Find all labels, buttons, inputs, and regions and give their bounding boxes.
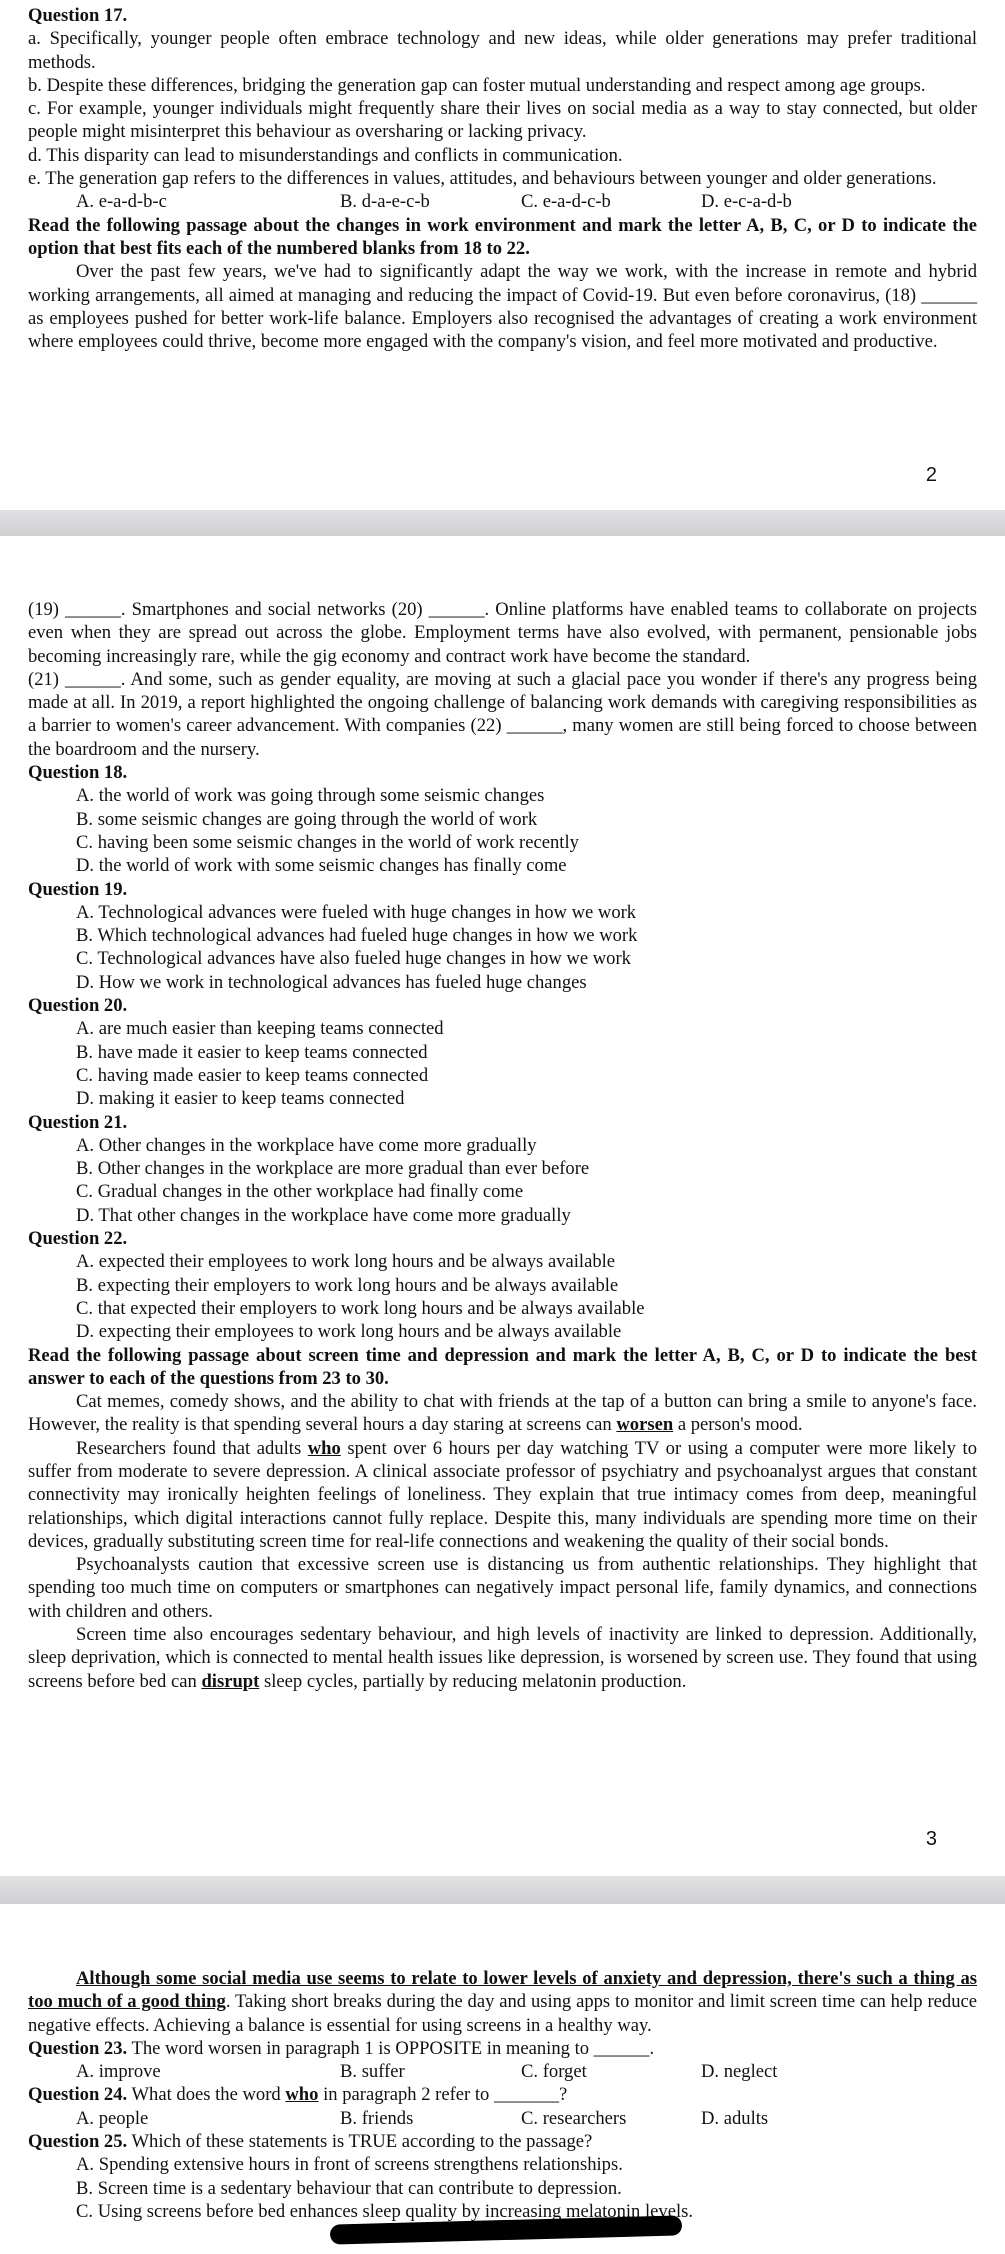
q21-option-b[interactable]: B. Other changes in the workplace are more gradual than ever before: [76, 1158, 590, 1180]
question-20-label: Question 20.: [28, 995, 128, 1017]
q17-option-d[interactable]: D. e-c-a-d-b: [701, 191, 792, 213]
para2-text-b: spent over 6 hours per day watching TV or using a computer were more likely to suffer from moderate to severe depression. A clinical associate professor of psychiatry and psychoanalyst argues that constant connectivity may ironically heighten feelings of loneliness. They explain that true intimacy comes from deep, meaningful relationships, which digital interactions cannot fully replace. Despite this, many individuals are spending more time on their devices, gradually substituting screen time for real-life connections and weakening the quality of their social bonds.: [28, 1437, 977, 1552]
question-24-text-b: in paragraph 2 refer to _______?: [318, 2084, 568, 2106]
screen-passage-para-4: [28, 1623, 977, 1693]
q20-option-b[interactable]: B. have made it easier to keep teams connected: [76, 1041, 428, 1063]
question-18-label: Question 18.: [28, 762, 128, 784]
q17-item-a: a. Specifically, younger people often embrace technology and new ideas, while older generations may prefer traditional methods.: [28, 28, 977, 73]
page-number-3: 3: [925, 1828, 937, 1850]
page-separator: [0, 1876, 1005, 1904]
underlined-sentence: Although some social media use seems to relate to lower levels of anxiety and depression, there's such a thing as too much of a good thing: [28, 1968, 977, 2013]
question-25-label: Question 25.: [28, 2131, 128, 2153]
q17-option-a[interactable]: A. e-a-d-b-c: [76, 191, 167, 213]
q17-item-b: b. Despite these differences, bridging the generation gap can foster mutual understanding and respect among age groups.: [28, 74, 926, 96]
para4-text-b: sleep cycles, partially by reducing melatonin production.: [259, 1670, 687, 1692]
q17-item-d: d. This disparity can lead to misunderstandings and conflicts in communication.: [28, 144, 623, 166]
q20-option-c[interactable]: C. having made easier to keep teams connected: [76, 1064, 429, 1086]
page-separator: [0, 510, 1005, 536]
q19-option-a[interactable]: A. Technological advances were fueled with huge changes in how we work: [76, 901, 637, 923]
passage-work-para-19-20: (19) ______. Smartphones and social networks (20) ______. Online platforms have enabled teams to collaborate on projects even when they are spread out across the globe. Employment terms have also evolved, with permanent, pensionable jobs becoming increasingly rare, while the gig economy and contract work have become the standard.: [28, 599, 977, 667]
question-24-word: who: [285, 2084, 319, 2106]
q20-option-a[interactable]: A. are much easier than keeping teams connected: [76, 1018, 444, 1040]
q24-option-a[interactable]: A. people: [76, 2107, 149, 2129]
passage-work-intro: Over the past few years, we've had to significantly adapt the way we work, with the increase in remote and hybrid working arrangements, all aimed at managing and reducing the impact of Covid-19. But even before coronavirus, (18) ______ as employees pushed for better work-life balance. Employers also recognised the advantages of creating a work environment where employees could thrive, become more engaged with the company's vision, and feel more motivated and productive.: [28, 261, 977, 353]
screen-passage-para-5: [28, 1967, 977, 2037]
question-23: [28, 2037, 977, 2060]
q17-options: [28, 190, 977, 213]
screen-passage-para-1: [28, 1390, 977, 1437]
question-23-label: Question 23.: [28, 2037, 128, 2059]
q17-option-c[interactable]: C. e-a-d-c-b: [521, 191, 611, 213]
q21-option-c[interactable]: C. Gradual changes in the other workplace had finally come: [76, 1181, 524, 1203]
q18-option-b[interactable]: B. some seismic changes are going through the world of work: [76, 808, 538, 830]
q17-item-e: e. The generation gap refers to the differences in values, attitudes, and behaviours between younger and older generations.: [28, 168, 937, 190]
q25-option-c[interactable]: C. Using screens before bed enhances sleep quality by increasing melatonin levels.: [76, 2200, 694, 2222]
page-3: [0, 536, 1005, 1876]
screen-passage-para-2: [28, 1437, 977, 1553]
screen-passage-para-3: Psychoanalysts caution that excessive screen use is distancing us from authentic relationships. They highlight that spending too much time on computers or smartphones can negatively impact personal life, family dynamics, and connections with children and others.: [28, 1554, 977, 1622]
q23-option-a[interactable]: A. improve: [76, 2061, 161, 2083]
q24-option-d[interactable]: D. adults: [701, 2107, 769, 2129]
q19-option-b[interactable]: B. Which technological advances had fueled huge changes in how we work: [76, 925, 638, 947]
q18-option-d[interactable]: D. the world of work with some seismic changes has finally come: [76, 855, 567, 877]
q22-option-d[interactable]: D. expecting their employees to work long hours and be always available: [76, 1321, 622, 1343]
page-2: [0, 0, 1005, 510]
word-who: who: [307, 1437, 341, 1459]
word-worsen: worsen: [616, 1414, 674, 1436]
question-23-text: The word worsen in paragraph 1 is OPPOSITE in meaning to ______.: [127, 2037, 655, 2059]
q22-option-c[interactable]: C. that expected their employers to work long hours and be always available: [76, 1297, 645, 1319]
q23-option-c[interactable]: C. forget: [521, 2061, 587, 2083]
q25-option-a[interactable]: A. Spending extensive hours in front of screens strengthens relationships.: [76, 2154, 623, 2176]
q21-option-d[interactable]: D. That other changes in the workplace have come more gradually: [76, 1204, 571, 1226]
question-24: [28, 2083, 977, 2106]
instruction-23-30: Read the following passage about screen time and depression and mark the letter A, B, C, or D to indicate the best answer to each of the questions from 23 to 30.: [28, 1344, 977, 1389]
q23-options: [28, 2060, 977, 2083]
word-disrupt: disrupt: [201, 1670, 260, 1692]
q25-option-b[interactable]: B. Screen time is a sedentary behaviour that can contribute to depression.: [76, 2177, 622, 2199]
para1-text-a: Cat memes, comedy shows, and the ability to chat with friends at the tap of a button can bring a smile to anyone's face. However, the reality is that spending several hours a day staring at screens can: [28, 1391, 977, 1436]
question-24-label: Question 24.: [28, 2084, 128, 2106]
para4-text-a: Screen time also encourages sedentary behaviour, and high levels of inactivity are linked to depression. Additionally, sleep deprivation, which is connected to mental health issues like depression, is worsened by screen use. They found that using screens before bed can: [28, 1624, 977, 1692]
question-22-label: Question 22.: [28, 1228, 128, 1250]
q24-option-b[interactable]: B. friends: [340, 2107, 414, 2129]
instruction-18-22: Read the following passage about the changes in work environment and mark the letter A, B, C, or D to indicate the option that best fits each of the numbered blanks from 18 to 22.: [28, 214, 977, 259]
q24-option-c[interactable]: C. researchers: [521, 2107, 627, 2129]
q18-option-a[interactable]: A. the world of work was going through some seismic changes: [76, 785, 545, 807]
q17-item-c: c. For example, younger individuals might frequently share their lives on social media as a way to stay connected, but older people might misinterpret this behaviour as oversharing or lacking privacy.: [28, 98, 977, 143]
q18-option-c[interactable]: C. having been some seismic changes in the world of work recently: [76, 831, 579, 853]
q22-option-b[interactable]: B. expecting their employers to work long hours and be always available: [76, 1274, 619, 1296]
para2-text-a: Researchers found that adults: [76, 1437, 308, 1459]
q17-option-b[interactable]: B. d-a-e-c-b: [340, 191, 430, 213]
q22-option-a[interactable]: A. expected their employees to work long hours and be always available: [76, 1251, 616, 1273]
q19-option-d[interactable]: D. How we work in technological advances has fueled huge changes: [76, 971, 587, 993]
passage-work-para-21-22: (21) ______. And some, such as gender equality, are moving at such a glacial pace you wonder if there's any progress being made at all. In 2019, a report highlighted the ongoing challenge of balancing work demands with caregiving responsibilities as a barrier to women's career advancement. With companies (22) ______, many women are still being forced to choose between the boardroom and the nursery.: [28, 668, 977, 760]
q20-option-d[interactable]: D. making it easier to keep teams connected: [76, 1088, 405, 1110]
q21-option-a[interactable]: A. Other changes in the workplace have come more gradually: [76, 1134, 537, 1156]
question-25: [28, 2130, 977, 2153]
question-25-text: Which of these statements is TRUE according to the passage?: [127, 2131, 593, 2153]
page-4: [0, 1904, 1005, 2254]
para5-rest: . Taking short breaks during the day and using apps to monitor and limit screen time can help reduce negative effects. Achieving a balance is essential for using screens in a healthy way.: [28, 1991, 977, 2036]
question-21-label: Question 21.: [28, 1111, 128, 1133]
question-24-text-a: What does the word: [127, 2084, 286, 2106]
question-17-label: Question 17.: [28, 5, 128, 26]
question-19-label: Question 19.: [28, 878, 128, 900]
q23-option-d[interactable]: D. neglect: [701, 2061, 778, 2083]
page-number-2: 2: [925, 464, 937, 486]
q24-options: [28, 2107, 977, 2130]
q23-option-b[interactable]: B. suffer: [340, 2061, 405, 2083]
q19-option-c[interactable]: C. Technological advances have also fueled huge changes in how we work: [76, 948, 631, 970]
para1-text-b: a person's mood.: [673, 1414, 803, 1436]
